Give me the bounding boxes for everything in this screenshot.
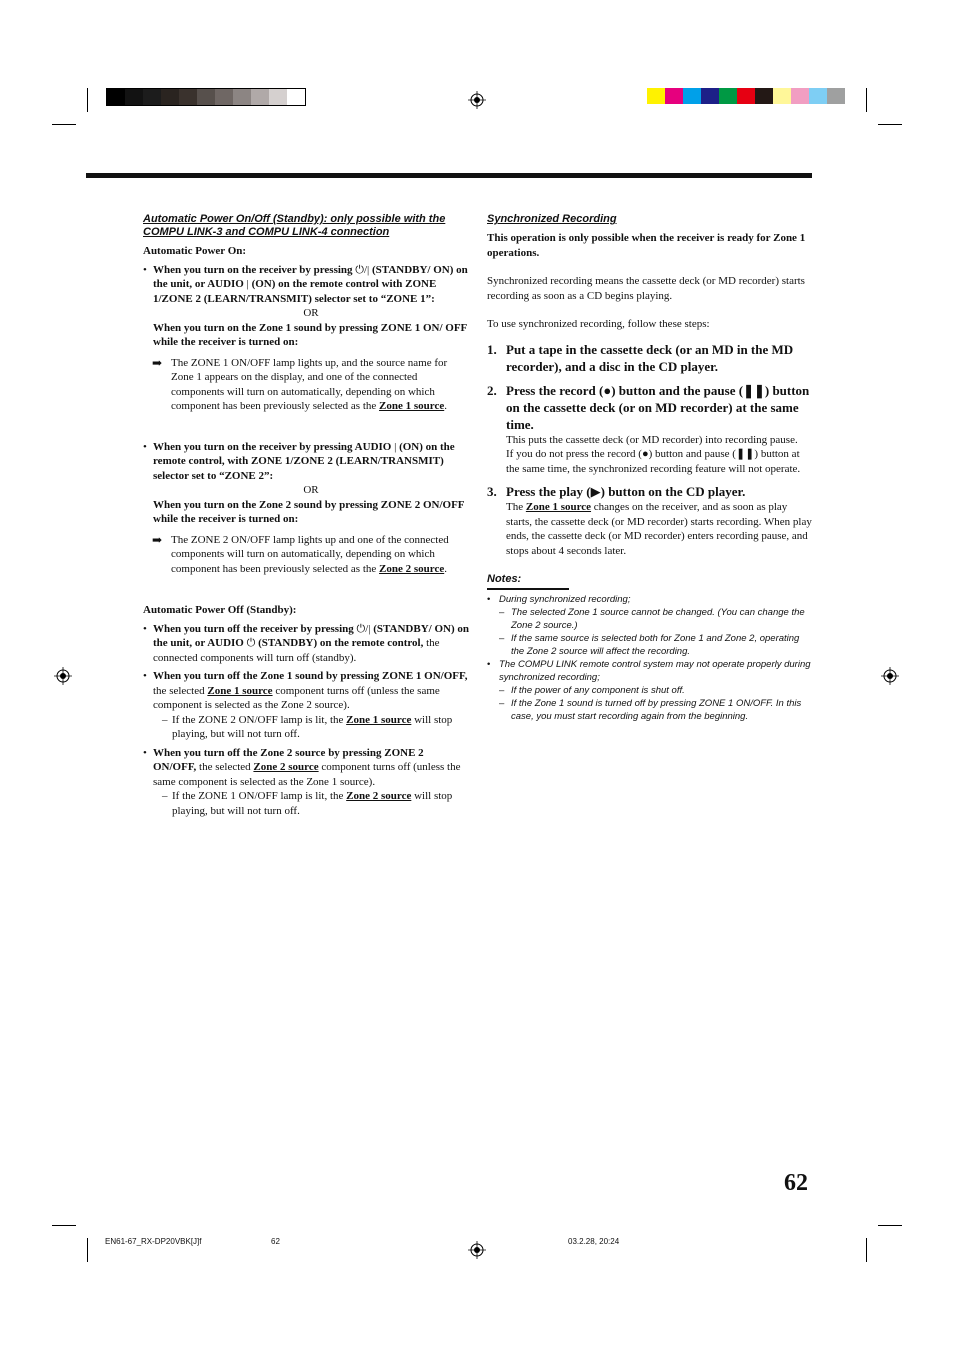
color-swatch: [161, 89, 179, 105]
color-swatch: [719, 88, 737, 104]
color-swatch: [755, 88, 773, 104]
notes-title: Notes:: [487, 572, 569, 590]
arrow-right-icon: ➡: [152, 532, 163, 547]
color-swatch: [701, 88, 719, 104]
left-column: [143, 213, 469, 818]
pause-icon: ❚❚: [743, 382, 765, 398]
footer-date: 03.2.28, 20:24: [568, 1237, 620, 1246]
paragraph: To use synchronized recording, follow these steps:: [487, 318, 710, 330]
pause-icon: ❚❚: [735, 448, 755, 460]
step-2: 2. Press the record (●) button and the pause (❚❚) button on the cassette deck (or on MD recorder) at the same time.: [487, 382, 810, 432]
standby-icon: ⏻: [246, 637, 256, 649]
list-item: • When you turn on the receiver by pressing ⏻/| (STANDBY/ ON) on the unit, or AUDIO | (ON) on the remote control with ZONE 1/ZONE 2 (LEARN/TRANSMIT) selector set to “ZONE 1”: OR When you turn on the Zone 1 sound by pressing ZONE 1 ON/ OFF while the receiver is turned on:: [143, 263, 469, 350]
subheading: Automatic Power On:: [143, 245, 247, 257]
on-icon: |: [246, 278, 249, 290]
step-2-body: This puts the cassette deck (or MD recorder) into recording pause. If you do not press the record (●) button and pause (❚❚) button at the same time, the synchronized recording feature will not operate.: [506, 433, 801, 475]
list-item: • The COMPU LINK remote control system may not operate properly during synchronized recording;: [487, 658, 812, 684]
intro-note: This operation is only possible when the receiver is ready for Zone 1 operations.: [487, 232, 806, 259]
standby-on-icon: ⏻/|: [356, 622, 371, 635]
list-item: – The selected Zone 1 source cannot be changed. (You can change the Zone 2 source.): [487, 606, 812, 632]
notes-list: [487, 593, 812, 723]
color-swatch: [773, 88, 791, 104]
color-swatch: [233, 89, 251, 105]
record-icon: ●: [641, 448, 649, 460]
paragraph: Synchronized recording means the cassette deck (or MD recorder) starts recording as soon as a CD begins playing.: [487, 275, 805, 302]
color-swatch: [179, 89, 197, 105]
standby-on-icon: ⏻/|: [355, 263, 370, 276]
header-rule: [86, 173, 812, 178]
color-swatch: [287, 89, 305, 105]
color-swatch: [215, 89, 233, 105]
result-note: ➡ The ZONE 2 ON/OFF lamp lights up and one of the connected components will turn on automatically, depending on which component has been previously selected as the Zone 2 source.: [152, 532, 449, 575]
list-item: • When you turn off the receiver by pressing ⏻/| (STANDBY/ ON) on the unit, or AUDIO ⏻ (STANDBY) on the remote control, the connected components will turn off (standby).: [143, 622, 469, 666]
color-swatch: [827, 88, 845, 104]
right-column: [487, 213, 812, 723]
color-swatch: [809, 88, 827, 104]
list-item: • When you turn off the Zone 2 source by pressing ZONE 2 ON/OFF, the selected Zone 2 source component turns off (unless the same component is selected as the Zone 1 source). – If the ZONE 1 ON/OFF lamp is lit, the Zone 2 source will stop playing, but will not turn off.: [143, 746, 469, 819]
color-swatch: [197, 89, 215, 105]
footer-file: EN61-67_RX-DP20VBK[J]f: [105, 1237, 202, 1246]
list-item: • When you turn off the Zone 1 sound by pressing ZONE 1 ON/OFF, the selected Zone 1 source component turns off (unless the same component is selected as the Zone 2 source). – If the ZONE 2 ON/OFF lamp is lit, the Zone 1 source will stop playing, but will not turn off.: [143, 669, 469, 742]
on-icon: |: [394, 440, 397, 453]
play-icon: ▶: [590, 484, 601, 499]
color-swatch: [665, 88, 683, 104]
color-calibration-bar: [647, 88, 845, 104]
section-title: Synchronized Recording: [487, 213, 617, 225]
registration-mark-icon: [468, 1241, 486, 1259]
registration-mark-icon: [468, 91, 486, 109]
footer-page: 62: [271, 1237, 280, 1246]
color-swatch: [737, 88, 755, 104]
color-swatch: [143, 89, 161, 105]
list-item: • During synchronized recording;: [487, 593, 812, 606]
list-item: • When you turn on the receiver by pressing AUDIO | (ON) on the remote control, with ZONE 1/ZONE 2 (LEARN/TRANSMIT) selector set to “ZONE 2”: OR When you turn on the Zone 2 sound by pressing ZONE 2 ON/OFF while the receiver is turned on:: [143, 440, 469, 527]
registration-mark-icon: [54, 667, 72, 685]
color-swatch: [647, 88, 665, 104]
result-note: ➡ The ZONE 1 ON/OFF lamp lights up, and the source name for Zone 1 appears on the display, and one of the connected components will turn on automatically, depending on which component has been previously selected as the Zone 1 source.: [152, 355, 448, 412]
subheading: Automatic Power Off (Standby):: [143, 604, 297, 616]
color-swatch: [683, 88, 701, 104]
list-item: – If the same source is selected both for Zone 1 and Zone 2, operating the Zone 2 source will affect the recording.: [487, 632, 812, 658]
arrow-right-icon: ➡: [152, 355, 163, 370]
grayscale-calibration-bar: [106, 88, 306, 106]
color-swatch: [125, 89, 143, 105]
record-icon: ●: [603, 382, 612, 398]
registration-mark-icon: [881, 667, 899, 685]
color-swatch: [269, 89, 287, 105]
list-item: – If the Zone 1 sound is turned off by pressing ZONE 1 ON/OFF. In this case, you must start recording again from the beginning.: [487, 697, 812, 723]
list-item: – If the power of any component is shut off.: [487, 684, 812, 697]
step-1: 1. Put a tape in the cassette deck (or an MD in the MD recorder), and a disc in the CD player.: [487, 341, 794, 374]
color-swatch: [791, 88, 809, 104]
zone1-source-term: Zone 1 source: [379, 400, 445, 412]
color-swatch: [107, 89, 125, 105]
color-swatch: [251, 89, 269, 105]
step-3-body: The Zone 1 source changes on the receiver, and as soon as play starts, the cassette deck (or MD recorder) starts recording. When play ends, the cassette deck (or MD recorder) enters recording pause, and stops about 4 seconds later.: [506, 501, 812, 557]
section-title: Automatic Power On/Off (Standby): only possible with the COMPU LINK-3 and COMPU LINK-4 connection: [143, 213, 446, 238]
step-3: 3. Press the play (▶) button on the CD player.: [487, 484, 746, 499]
zone2-source-term: Zone 2 source: [379, 562, 445, 575]
page-number: 62: [784, 1170, 808, 1196]
